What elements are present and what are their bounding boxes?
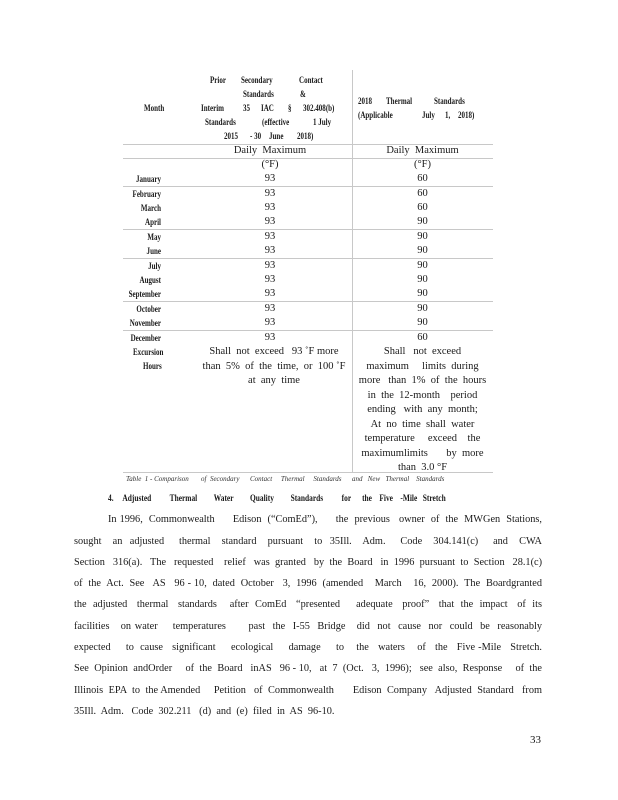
table-row-prior-value: 93: [264, 173, 276, 184]
excursion-text-line: Shall not exceed 93 ˚F more: [209, 346, 339, 357]
header-prior-word: 2015: [224, 131, 239, 141]
table-row-new-value: 90: [417, 288, 428, 299]
header-prior-word: Interim: [201, 103, 225, 113]
table-row-prior-value: 93: [264, 317, 276, 328]
header-prior-word: 2018): [297, 131, 314, 141]
table-row-month: February: [132, 189, 161, 199]
header-prior-word: &: [300, 89, 306, 99]
paragraph-line: 35Ill. Adm. Code 302.211 (d) and (e) filed in AS 96-10.: [74, 706, 335, 717]
paragraph-line: the adjusted thermal standards after ComEd “presented adequate proof” that the impact of its: [74, 599, 542, 610]
paragraph-line: Section 316(a). The requested relief was granted by the Board in 1996 pursuant to Section 28.1(c): [74, 557, 542, 568]
paragraph-line: of the Act. See AS 96 - 10, dated October 3, 1996 (amended March 16, 2000). The Boardgranted: [74, 578, 542, 589]
excursion-new: [352, 345, 493, 476]
table-row-month: June: [146, 246, 161, 256]
header-prior-word: June: [269, 131, 284, 141]
table-row-prior-value: 93: [264, 245, 276, 256]
paragraph-line: expected to cause significant ecological damage to the waters of the Five -Mile Stretch.: [74, 642, 542, 653]
excursion-label-line: Excursion: [133, 347, 164, 357]
table-row-new-value: 90: [417, 245, 428, 256]
table-row-month: July: [148, 261, 161, 271]
table-row-prior-value: 93: [264, 260, 276, 271]
header-prior-word: Contact: [299, 75, 323, 85]
header-new-word: 1,: [445, 110, 451, 120]
header-prior-word: - 30: [250, 131, 262, 141]
table-row-month: January: [136, 174, 161, 184]
table-row-prior-value: 93: [264, 231, 276, 242]
excursion-text-line: maximum limits during: [366, 360, 479, 372]
table-row-new-value: 90: [417, 274, 428, 285]
subheader-new: Daily Maximum: [386, 145, 459, 156]
table-row-prior-value: 93: [264, 202, 276, 213]
table-row-month: December: [130, 333, 161, 343]
excursion-text-line: ending with any month;: [367, 404, 478, 415]
table-row-new-value: 60: [417, 188, 428, 199]
header-prior-word: (effective: [262, 117, 290, 127]
header-new-word: Standards: [434, 96, 465, 106]
subheader-prior: Daily Maximum: [233, 145, 307, 156]
table-row-month: November: [129, 318, 161, 328]
section-heading: 4. Adjusted Thermal Water Quality Standards for the Five -Mile Stretch: [108, 494, 446, 504]
excursion-text-line: at any time: [248, 375, 300, 386]
paragraph-line: Illinois EPA to the Amended Petition of Commonwealth Edison Company Adjusted Standard from: [74, 685, 542, 696]
paragraph-line: In 1996, Commonwealth Edison (“ComEd”), the previous owner of the MWGen Stations,: [108, 514, 542, 525]
table-row-month: August: [139, 275, 161, 285]
header-month: Month: [144, 103, 165, 113]
paragraph-line: sought an adjusted thermal standard pursuant to 35Ill. Adm. Code 304.141(c) and CWA: [74, 536, 542, 547]
table-row-prior-value: 93: [264, 188, 276, 199]
table-row-prior-value: 93: [264, 288, 276, 299]
header-new-word: July: [422, 110, 435, 120]
excursion-text-line: maximumlimits by more: [361, 447, 484, 459]
paragraph-line: facilities on water temperatures past the I-55 Bridge did not cause nor could be reasonably: [74, 621, 542, 632]
unit-new: (°F): [413, 159, 432, 170]
unit-prior: (°F): [261, 159, 279, 170]
excursion-text-line: Shall not exceed: [383, 346, 462, 357]
table-row-prior-value: 93: [264, 216, 276, 227]
header-prior-word: 302.408(b): [303, 103, 335, 113]
table-row-prior-value: 93: [264, 332, 276, 343]
table-row-month: May: [147, 232, 161, 242]
page-number: 33: [530, 734, 541, 746]
table-row-new-value: 90: [417, 216, 428, 227]
excursion-text-line: than 3.0 °F: [397, 462, 448, 473]
table-row-month: March: [140, 203, 161, 213]
header-prior-word: §: [288, 103, 292, 113]
table-caption: Table 1 - Comparison of Secondary Contact Thermal Standards and New Thermal Standards: [126, 475, 445, 483]
header-prior-word: 35: [243, 103, 251, 113]
header-prior-word: IAC: [261, 103, 274, 113]
excursion-text-line: than 5% of the time, or 100 ˚F: [202, 360, 346, 372]
table-row-new-value: 90: [417, 231, 428, 242]
table-row-prior-value: 93: [264, 274, 276, 285]
header-new-word: (Applicable: [358, 110, 393, 120]
header-new-word: Thermal: [386, 96, 413, 106]
table-row-month: October: [136, 304, 161, 314]
excursion-text-line: more than 1% of the hours: [358, 375, 487, 386]
table-row-new-value: 60: [417, 173, 428, 184]
table-row-new-value: 90: [417, 303, 428, 314]
table-row-new-value: 60: [417, 202, 428, 213]
paragraph-line: See Opinion andOrder of the Board inAS 96 - 10, at 7 (Oct. 3, 1996); see also, Response of the: [74, 663, 542, 674]
table-row-new-value: 60: [417, 332, 428, 343]
header-new-word: 2018): [458, 110, 475, 120]
excursion-label-line: Hours: [143, 361, 162, 371]
table-row-month: September: [128, 289, 161, 299]
excursion-prior: [196, 345, 352, 389]
excursion-text-line: in the 12-month period: [367, 389, 478, 401]
header-prior-word: Standards: [205, 117, 236, 127]
table-row-month: April: [144, 217, 161, 227]
table-row-new-value: 90: [417, 260, 428, 271]
table-row-prior-value: 93: [264, 303, 276, 314]
table-row-new-value: 90: [417, 317, 428, 328]
header-prior-word: 1 July: [313, 117, 332, 127]
header-new-word: 2018: [358, 96, 373, 106]
header-prior-word: Prior: [210, 75, 226, 85]
excursion-text-line: temperature exceed the: [364, 433, 481, 444]
header-prior-word: Standards: [243, 89, 274, 99]
excursion-text-line: At no time shall water: [370, 418, 475, 430]
header-prior-word: Secondary: [241, 75, 273, 85]
